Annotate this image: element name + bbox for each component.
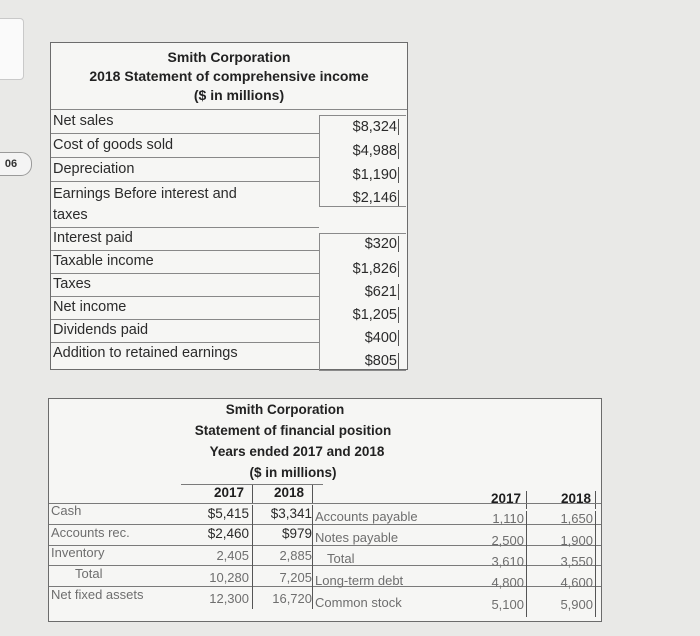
financial-position-table	[48, 398, 602, 622]
asset-2017-value: 12,300	[209, 591, 249, 606]
asset-2018-value: 16,720	[272, 591, 312, 606]
income-row-value: $4,988	[352, 143, 397, 159]
col-divider	[252, 505, 253, 609]
income-row-value: $8,324	[352, 119, 397, 135]
asset-2017-value: $2,460	[207, 526, 249, 541]
row-divider	[51, 296, 319, 297]
col-divider	[312, 505, 313, 609]
asset-label: Total	[75, 566, 103, 581]
liability-2017-value: 1,110	[492, 511, 524, 526]
col-divider	[595, 511, 596, 617]
liability-2018-value: 1,900	[560, 533, 593, 548]
assets-2018-header: 2018	[274, 485, 305, 500]
liability-label: Accounts payable	[315, 509, 418, 524]
liability-label: Notes payable	[315, 530, 399, 545]
row-divider	[51, 227, 319, 228]
liability-2018-value: 5,900	[560, 597, 593, 612]
asset-2018-value: 2,885	[279, 548, 312, 563]
question-number-badge: 06	[0, 152, 32, 176]
asset-label: Accounts rec.	[51, 525, 130, 540]
col-divider	[526, 491, 527, 509]
income-row-label: Earnings Before interest and	[53, 186, 237, 202]
income-row-label: Cost of goods sold	[53, 137, 174, 153]
liability-label: Total	[327, 551, 355, 566]
income-row-label: Interest paid	[53, 230, 133, 246]
asset-label: Inventory	[51, 545, 105, 560]
assets-2017-header: 2017	[214, 485, 245, 500]
income-row-label: Taxable income	[53, 253, 154, 269]
row-divider	[51, 133, 319, 134]
asset-2018-value: $3,341	[270, 506, 312, 521]
income-row-label: Taxes	[53, 276, 91, 292]
side-panel-edge	[0, 18, 24, 80]
value-box-lower	[319, 233, 406, 371]
income-row-value: $1,826	[352, 261, 397, 277]
income-statement-table	[50, 42, 408, 370]
income-row-label: Net sales	[53, 113, 114, 129]
liabilities-2017-header: 2017	[491, 491, 522, 506]
liability-2018-value: 3,550	[560, 554, 593, 569]
position-years-title: Years ended 2017 and 2018	[209, 444, 385, 459]
income-units-title: ($ in millions)	[193, 87, 285, 103]
row-divider	[51, 250, 319, 251]
income-row-label: taxes	[53, 207, 88, 223]
income-row-value: $1,205	[352, 307, 397, 323]
income-row-value: $2,146	[352, 190, 397, 206]
row-divider	[51, 181, 319, 182]
asset-2017-value: 2,405	[216, 548, 249, 563]
asset-label: Cash	[51, 503, 82, 518]
liability-2018-value: 4,600	[560, 575, 593, 590]
asset-2018-value: $979	[281, 526, 312, 541]
liabilities-2018-header: 2018	[561, 491, 592, 506]
income-row-value: $400	[364, 330, 397, 346]
liability-2017-value: 5,100	[491, 597, 524, 612]
income-row-label: Depreciation	[53, 161, 135, 177]
income-row-value: $621	[364, 284, 397, 300]
row-divider	[51, 319, 319, 320]
income-row-label: Dividends paid	[53, 322, 149, 338]
asset-2018-value: 7,205	[279, 570, 312, 585]
income-row-label: Addition to retained earnings	[53, 345, 238, 361]
income-row-value: $1,190	[352, 167, 397, 183]
liability-2018-value: 1,650	[560, 511, 593, 526]
liability-2017-value: 2,500	[491, 533, 524, 548]
row-divider	[51, 273, 319, 274]
col-divider	[312, 485, 313, 503]
row-divider	[51, 157, 319, 158]
income-row-value: $320	[364, 236, 397, 252]
position-statement-title: Statement of financial position	[194, 423, 392, 438]
liability-label: Common stock	[315, 595, 402, 610]
income-statement-title: 2018 Statement of comprehensive income	[89, 68, 369, 84]
asset-2017-value: $5,415	[207, 506, 249, 521]
title-separator	[51, 109, 407, 110]
liability-2017-value: 4,800	[491, 575, 524, 590]
income-row-label: Net income	[53, 299, 127, 315]
income-company-title: Smith Corporation	[167, 49, 291, 65]
header-separator	[49, 503, 601, 504]
position-units-title: ($ in millions)	[249, 465, 337, 480]
income-row-value: $805	[364, 353, 397, 369]
col-divider	[595, 491, 596, 509]
col-divider	[526, 511, 527, 617]
liability-label: Long-term debt	[315, 573, 404, 588]
asset-label: Net fixed assets	[51, 587, 144, 602]
row-divider	[51, 342, 319, 343]
liability-2017-value: 3,610	[491, 554, 524, 569]
asset-2017-value: 10,280	[209, 570, 249, 585]
col-divider	[252, 485, 253, 503]
position-company-title: Smith Corporation	[225, 402, 345, 417]
